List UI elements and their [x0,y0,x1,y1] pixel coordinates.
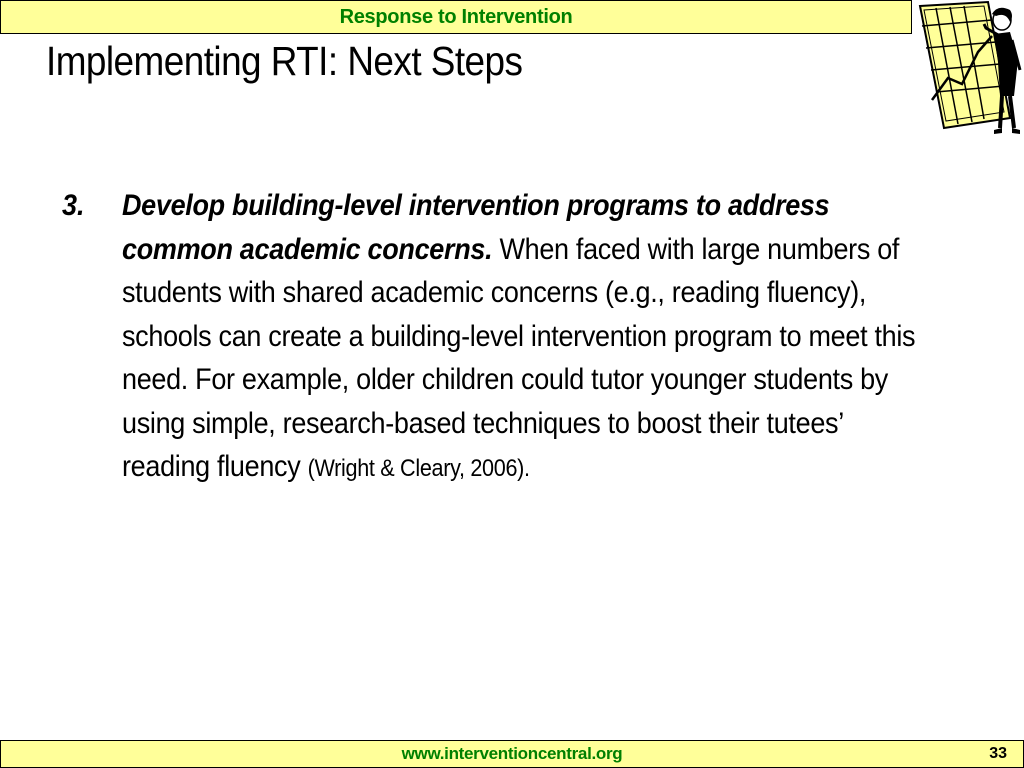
citation: (Wright & Cleary, 2006). [307,455,530,482]
banner-title: Response to Intervention [339,5,573,28]
footer-banner [0,740,1024,768]
footer-url: www.interventioncentral.org [401,744,623,763]
slide-title: Implementing RTI: Next Steps [46,38,523,84]
page-number: 33 [989,745,1007,762]
presenter-chart-icon [914,0,1024,144]
header-banner [0,0,912,34]
body-text: When faced with large numbers of students with shared academic concerns (e.g., reading fluency), schools can create a building-level intervention program to meet this need. For example, older children could tutor younger students by using simple, research-based techniques to boost their tutees’ reading fluency [122,232,916,483]
list-item-number: 3. [62,189,85,222]
list-item-text [122,184,937,491]
emphasized-heading: Develop building-level intervention programs to address common academic concerns. [122,189,830,266]
numbered-list [62,184,942,491]
